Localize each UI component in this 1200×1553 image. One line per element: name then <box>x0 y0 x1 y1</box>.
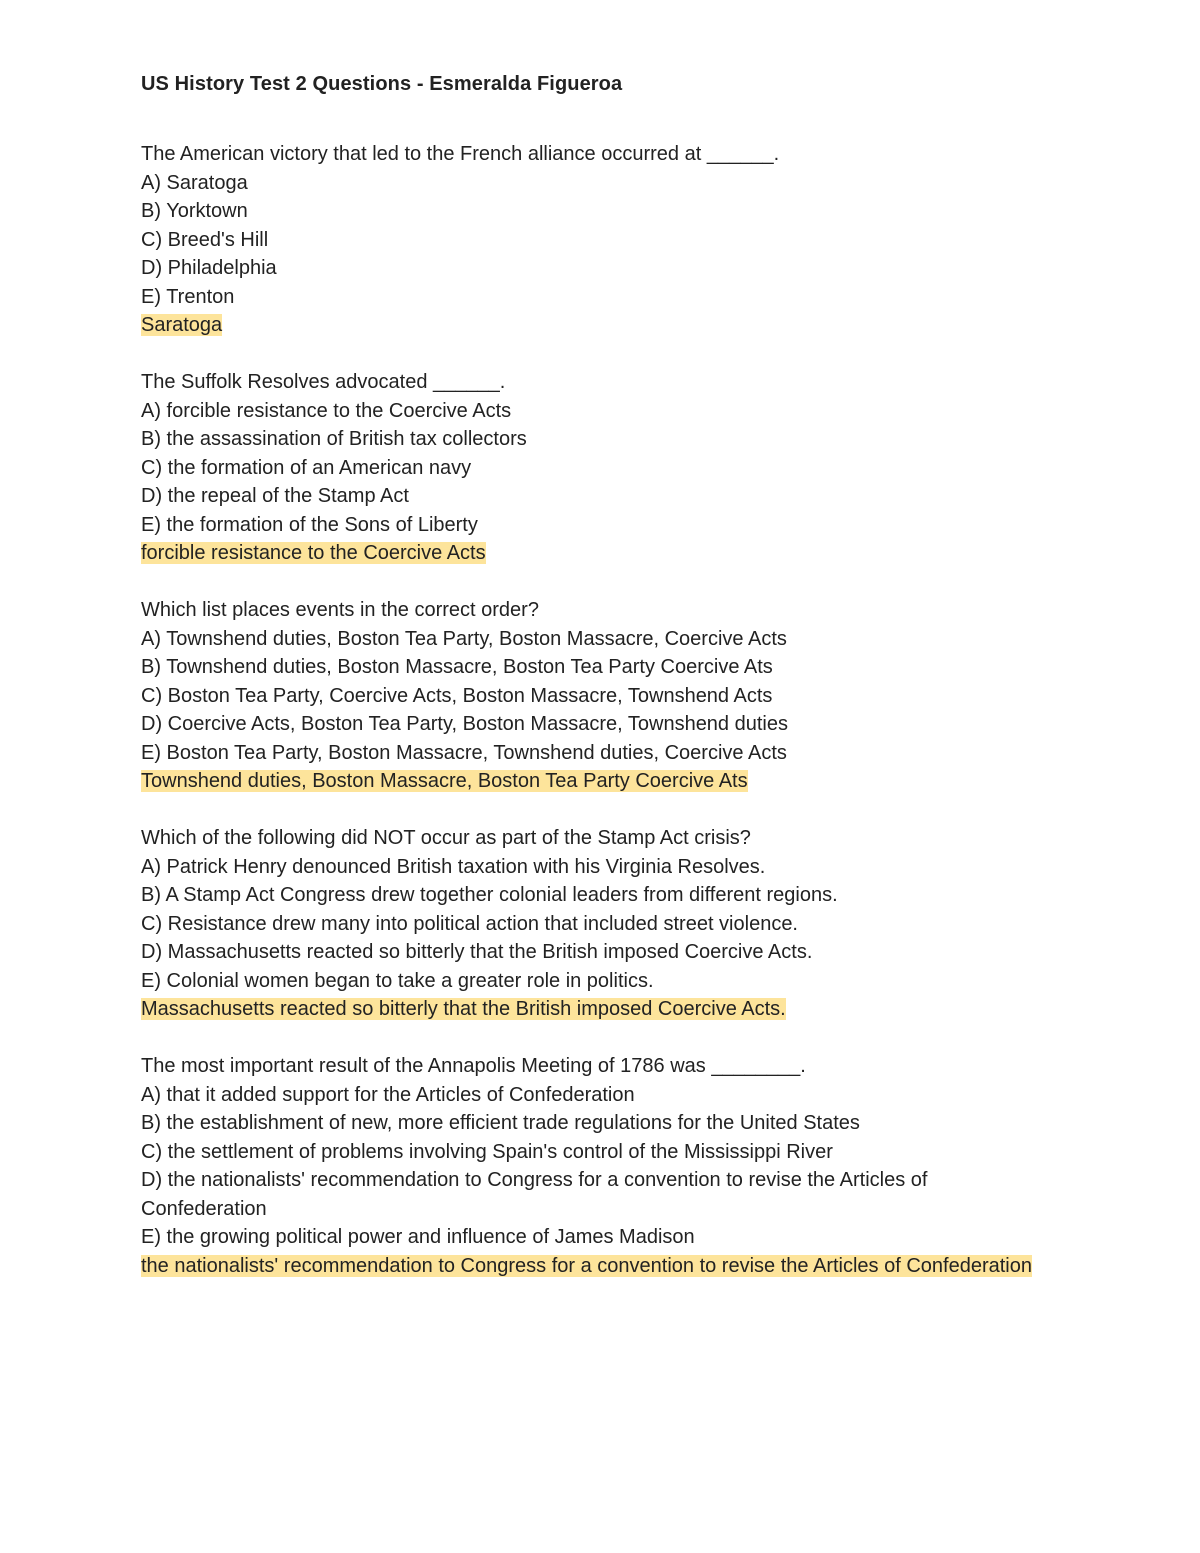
option-e: E) Boston Tea Party, Boston Massacre, Townshend duties, Coercive Acts <box>141 741 787 764</box>
option-e: E) Trenton <box>141 285 235 308</box>
option-c: C) Resistance drew many into political action that included street violence. <box>141 912 798 935</box>
option-b: B) A Stamp Act Congress drew together colonial leaders from different regions. <box>141 884 838 906</box>
question-text: Which list places events in the correct order? <box>141 599 539 621</box>
option-a: A) Townshend duties, Boston Tea Party, Boston Massacre, Coercive Acts <box>141 627 787 650</box>
highlighted-answer <box>141 995 1041 1024</box>
option-d: D) Massachusetts reacted so bitterly that the British imposed Coercive Acts. <box>141 941 813 963</box>
option-a: A) forcible resistance to the Coercive Acts <box>141 399 512 422</box>
option-a: A) Saratoga <box>141 171 248 194</box>
option-c: C) Breed's Hill <box>141 228 269 251</box>
option-b: B) the assassination of British tax collectors <box>141 428 527 450</box>
option-b: B) the establishment of new, more efficient trade regulations for the United States <box>141 1112 860 1134</box>
question-text: The Suffolk Resolves advocated ______. <box>141 371 506 393</box>
option-e: E) the growing political power and influence of James Madison <box>141 1226 695 1248</box>
question-text: The most important result of the Annapolis Meeting of 1786 was ________. <box>141 1055 806 1077</box>
option-d: D) the nationalists' recommendation to Congress for a convention to revise the Articles of Confederation <box>141 1169 933 1220</box>
question-block <box>141 596 1041 796</box>
document-title: US History Test 2 Questions - Esmeralda Figueroa <box>141 73 623 95</box>
option-a: A) Patrick Henry denounced British taxation with his Virginia Resolves. <box>141 855 766 878</box>
question-text: The American victory that led to the French alliance occurred at ______. <box>141 143 780 165</box>
option-c: C) Boston Tea Party, Coercive Acts, Boston Massacre, Townshend Acts <box>141 684 773 707</box>
answer-text: Townshend duties, Boston Massacre, Boston Tea Party Coercive Ats <box>141 770 748 792</box>
option-d: D) the repeal of the Stamp Act <box>141 485 409 507</box>
answer-text: Saratoga <box>141 314 223 336</box>
option-a: A) that it added support for the Articles of Confederation <box>141 1083 635 1106</box>
option-e: E) Colonial women began to take a greater role in politics. <box>141 969 654 992</box>
option-d: D) Coercive Acts, Boston Tea Party, Boston Massacre, Townshend duties <box>141 713 788 735</box>
highlighted-answer <box>141 767 1041 796</box>
highlighted-answer <box>141 1252 1041 1281</box>
question-block <box>141 368 1041 568</box>
question-block <box>141 1052 1041 1280</box>
answer-text: Massachusetts reacted so bitterly that the British imposed Coercive Acts. <box>141 998 786 1020</box>
option-c: C) the settlement of problems involving Spain's control of the Mississippi River <box>141 1140 833 1163</box>
option-b: B) Townshend duties, Boston Massacre, Boston Tea Party Coercive Ats <box>141 656 773 678</box>
highlighted-answer <box>141 311 1041 340</box>
question-block <box>141 140 1041 340</box>
question-text: Which of the following did NOT occur as part of the Stamp Act crisis? <box>141 827 751 849</box>
option-d: D) Philadelphia <box>141 257 277 279</box>
option-b: B) Yorktown <box>141 200 248 222</box>
option-c: C) the formation of an American navy <box>141 456 472 479</box>
document-page <box>141 70 1041 1309</box>
answer-text: forcible resistance to the Coercive Acts <box>141 542 486 564</box>
option-e: E) the formation of the Sons of Liberty <box>141 513 478 536</box>
answer-text: the nationalists' recommendation to Congress for a convention to revise the Articles of Confederation <box>141 1254 1032 1277</box>
question-block <box>141 824 1041 1024</box>
highlighted-answer <box>141 539 1041 568</box>
